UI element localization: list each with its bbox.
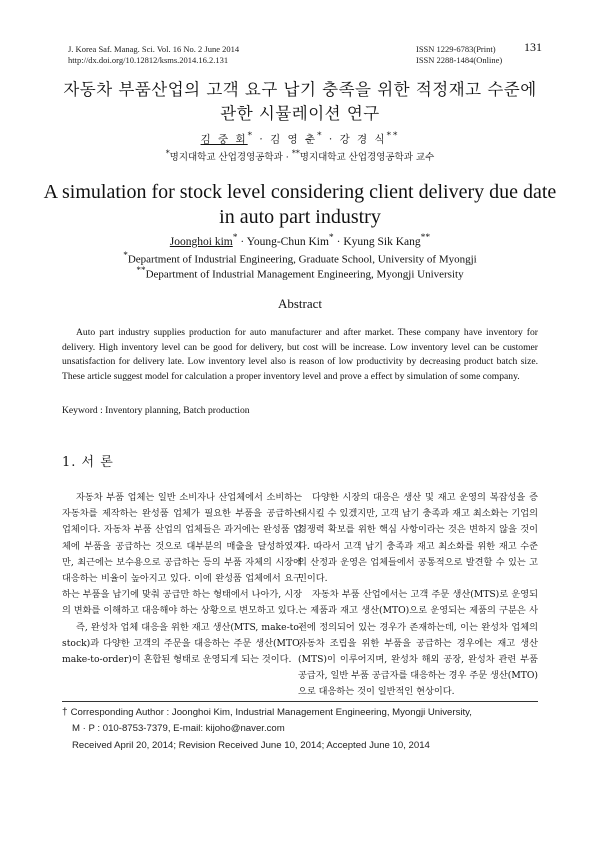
english-title-line2: in auto part industry — [219, 206, 381, 228]
english-author-1: Joonghoi kim — [169, 235, 233, 248]
korean-affil-mark-2: ** — [291, 149, 300, 158]
english-affiliation-1 — [0, 250, 600, 266]
corresponding-author-line — [62, 706, 538, 720]
english-author-sep-1: · — [237, 235, 247, 248]
paragraph: 다양한 시장의 대응은 생산 및 재고 운영의 복잡성을 증대시킬 수 있겠지만, 고객 납기 충족과 재고 최소화는 기업의 경쟁력 확보를 위한 핵심 사항이라는 것은 변하지 않을 것이다. 따라서 고객 납기 충족과 재고 최소화를 위한 재고 수준의 산정과 운영은 업체들에서 공통적으로 발견할 수 있는 고민이다. — [298, 492, 538, 585]
korean-title — [40, 78, 560, 126]
english-affil-1-text: Department of Industrial Engineering, Graduate School, University of Myongji — [127, 253, 477, 266]
korean-author-1: 김 중 회 — [200, 133, 248, 146]
english-title-line1: A simulation for stock level considering client delivery due date — [43, 181, 557, 203]
contact-line: M · P : 010-8753-7379, E-mail: kijoho@naver.com — [72, 723, 285, 734]
korean-author-3: 강 경 식 — [339, 133, 387, 146]
abstract-text: Auto part industry supplies production for auto manufacturer and after market. These company have inventory for delivery. High inventory level can be good for delivery, but cost will be increase. Low inventory level can be customer unsatisfaction for delivery late. Low inventory level also is reason of low productivity by decreasing product batch size. These article suggest model for calculation a proper inventory level and prove a effect by simulation of some company. — [62, 327, 538, 382]
korean-title-line2: 관한 시뮬레이션 연구 — [220, 104, 380, 123]
running-header-left — [68, 44, 239, 66]
english-title — [20, 180, 580, 230]
footnote-divider — [62, 701, 538, 702]
english-author-1-mark: * — [232, 232, 238, 243]
english-affil-1-mark: * — [123, 250, 128, 260]
korean-affil-mark-1: * — [165, 149, 170, 158]
english-authors — [0, 232, 600, 248]
running-header-right — [416, 44, 502, 66]
issn-online: ISSN 2288-1484(Online) — [416, 55, 503, 65]
english-author-sep-2: · — [333, 235, 344, 248]
korean-author-sep-2: · — [323, 133, 340, 146]
english-affil-2-mark: ** — [136, 265, 146, 275]
body-column-right — [298, 490, 538, 701]
paragraph: 즉, 완성차 업체 대응을 위한 재고 생산(MTS, make-to-stock)과 다양한 고객의 주문을 대응하는 주문 생산(MTO, make-to-order)이 혼합된 형태로 운영되게 되는 것이다. — [62, 621, 302, 666]
korean-affil-1: 명지대학교 산업경영공학과 · — [169, 152, 292, 164]
section-heading-introduction: 1. 서 론 — [62, 455, 114, 470]
doi-link[interactable]: http://dx.doi.org/10.12812/ksms.2014.16.2.131 — [68, 55, 229, 65]
korean-authors — [0, 131, 600, 147]
paragraph: 자동차 부품 산업에서는 고객 주문 생산(MTS)로 운영되는 제품과 재고 생산(MTO)으로 운영되는 제품의 구분은 사전에 정의되어 있는 경우가 존재하는데, 이는 완성차 업체의 자동차 조립을 위한 부품을 공급하는 경우에는 재고 생산(MTS)이 이루어지며, 완성차 해외 공장, 완성차 관련 부품 공급자, 일반 부품 공급자를 대응하는 경우 주문 생산(MTO)으로 대응하는 것이 일반적인 현상이다. — [298, 589, 538, 698]
korean-title-line1: 자동차 부품산업의 고객 요구 납기 충족을 위한 적정재고 수준에 — [63, 80, 537, 99]
footnote-dagger-icon: † — [62, 707, 68, 718]
abstract-heading: Abstract — [277, 296, 323, 311]
korean-author-2: 김 영 춘 — [270, 133, 318, 146]
english-author-2-mark: * — [328, 232, 334, 243]
issn-print: ISSN 1229-6783(Print) — [416, 44, 496, 54]
english-author-3: Kyung Sik Kang — [343, 235, 421, 248]
body-column-left — [62, 490, 302, 668]
korean-affil-2: 명지대학교 산업경영공학과 교수 — [299, 152, 435, 164]
english-affil-2-text: Department of Industrial Management Engineering, Myongji University — [145, 268, 464, 281]
korean-author-2-mark: * — [317, 131, 324, 141]
english-author-2: Young-Chun Kim — [246, 235, 329, 248]
korean-affiliations — [0, 149, 600, 163]
korean-author-3-mark: ** — [386, 131, 400, 141]
paragraph: 자동차 부품 업체는 일반 소비자나 산업체에서 소비하는 자동차를 제작하는 완성품 업체가 필요한 부품을 공급하는 업체이다. 자동차 부품 산업의 업체들은 과거에는 완성품 업체에 부품을 공급하는 것으로 대부분의 매출을 달성하였지만, 최근에는 보수용으로 공급하는 등의 부품 자체의 시장에 대응하는 비율이 높아지고 있다. 이에 완성품 업체에서 요구하는 부품을 납기에 맞춰 공급만 하는 형태에서 나아가, 시장의 변화를 이해하고 대응해야 하는 상황으로 변모하고 있다. — [62, 492, 302, 617]
journal-citation: J. Korea Saf. Manag. Sci. Vol. 16 No. 2 June 2014 — [68, 44, 240, 54]
received-dates: Received April 20, 2014; Revision Received June 10, 2014; Accepted June 10, 2014 — [72, 740, 430, 751]
korean-author-1-mark: * — [247, 131, 255, 141]
korean-author-sep-1: · — [254, 133, 271, 146]
page-number: 131 — [524, 40, 542, 54]
keywords: Keyword : Inventory planning, Batch production — [62, 405, 250, 416]
corresponding-author-text: Corresponding Author : Joonghoi Kim, Industrial Management Engineering, Myongji University, — [70, 707, 472, 718]
english-author-3-mark: ** — [420, 232, 431, 243]
english-affiliation-2 — [0, 265, 600, 281]
